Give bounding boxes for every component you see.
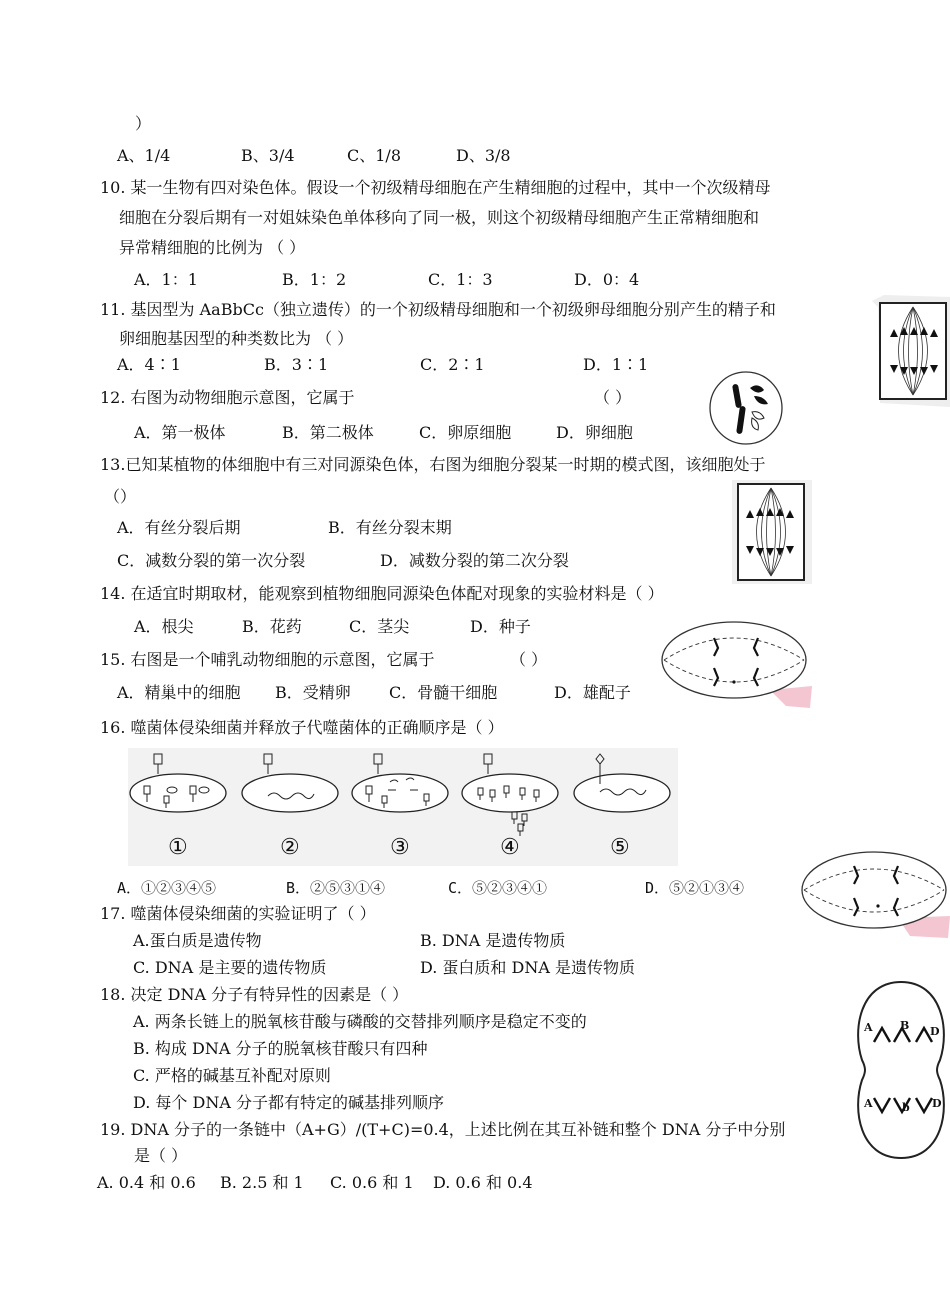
q14-option-d[interactable]: D．种子 [470,617,531,636]
q16-option-d[interactable]: D．⑤②①③④ [645,879,745,897]
gene-label-d-bottom: D [932,1097,942,1110]
q14-option-c[interactable]: C．茎尖 [349,617,410,636]
q10-option-a[interactable]: A．1：1 [134,270,198,289]
q16-option-b[interactable]: B．②⑤③①④ [286,879,386,897]
q13-option-d[interactable]: D．减数分裂的第二次分裂 [380,551,569,570]
q15-stem: 15. 右图是一个哺乳动物细胞的示意图，它属于 [100,650,435,669]
q17-option-b[interactable]: B. DNA 是遗传物质 [420,931,566,950]
gene-label-b-top: B [900,1019,910,1032]
q18-option-a[interactable]: A. 两条长链上的脱氧核苷酸与磷酸的交替排列顺序是稳定不变的 [133,1012,587,1031]
q13-line-2: （） [104,487,137,506]
q18-option-d[interactable]: D. 每个 DNA 分子都有特定的碱基排列顺序 [133,1093,444,1112]
figure-label-2: ② [280,835,300,860]
q10-option-b[interactable]: B．1：2 [282,270,347,289]
animal-cell-figure [708,370,784,446]
q16-option-a[interactable]: A．①②③④⑤ [117,879,217,897]
q11-option-c[interactable]: C．2∶1 [420,355,485,374]
q15-option-c[interactable]: C．骨髓干细胞 [389,683,498,702]
q19-line-1: 19. DNA 分子的一条链中（A+G）/(T+C)=0.4，上述比例在其互补链和整个 DNA 分子中分别 [100,1120,786,1139]
q13-option-b[interactable]: B．有丝分裂末期 [328,518,452,537]
q12-option-c[interactable]: C．卵原细胞 [419,423,512,442]
spindle-cell-figure-q13 [732,480,812,584]
q17-stem: 17. 噬菌体侵染细菌的实验证明了（ ） [100,904,376,923]
figure-label-5: ⑤ [610,835,630,860]
q19-option-a[interactable]: A. 0.4 和 0.6 [97,1173,196,1192]
q14-option-b[interactable]: B．花药 [242,617,302,636]
q15-option-d[interactable]: D．雄配子 [554,683,631,702]
mammal-cell-figure [660,616,812,708]
q17-option-c[interactable]: C. DNA 是主要的遗传物质 [133,958,327,977]
q19-option-d[interactable]: D. 0.6 和 0.4 [433,1173,533,1192]
q12-answer-paren: （ ） [594,388,632,407]
q9-tail: ） [135,114,152,133]
q10-option-c[interactable]: C．1：3 [428,270,493,289]
q10-line-2: 细胞在分裂后期有一对姐妹染色单体移向了同一极，则这个初级精母细胞产生正常精细胞和 [119,208,760,227]
q13-option-c[interactable]: C．减数分裂的第一次分裂 [117,551,306,570]
figure-label-1: ① [168,835,188,860]
q9-option-a[interactable]: A、1/4 [117,146,171,165]
q9-option-b[interactable]: B、3/4 [241,146,295,165]
q17-option-d[interactable]: D. 蛋白质和 DNA 是遗传物质 [420,958,635,977]
q11-option-a[interactable]: A．4∶1 [117,355,181,374]
q19-line-2: 是（ ） [134,1146,188,1165]
q18-option-c[interactable]: C. 严格的碱基互补配对原则 [133,1066,331,1085]
q10-line-3: 异常精细胞的比例为 （ ） [119,238,306,257]
q11-line-1: 11. 基因型为 AaBbCc（独立遗传）的一个初级精母细胞和一个初级卵母细胞分别产生的精子和 [100,300,776,319]
spindle-cell-figure-top [870,295,950,407]
cell-division-figure [798,848,950,938]
q13-option-a[interactable]: A．有丝分裂后期 [117,518,241,537]
figure-label-4: ④ [500,835,520,860]
dividing-cell-genes-figure [852,980,950,1160]
q12-option-b[interactable]: B．第二极体 [282,423,374,442]
phage-infection-figure [128,748,678,866]
gene-label-a-bottom: A [864,1097,873,1110]
q19-option-c[interactable]: C. 0.6 和 1 [330,1173,414,1192]
q15-option-a[interactable]: A．精巢中的细胞 [117,683,241,702]
q18-option-b[interactable]: B. 构成 DNA 分子的脱氧核苷酸只有四种 [133,1039,428,1058]
q13-line-1: 13.已知某植物的体细胞中有三对同源染色体，右图为细胞分裂某一时期的模式图，该细胞处于 [100,455,766,474]
gene-label-b-bottom: b [902,1101,910,1114]
q14-stem: 14. 在适宜时期取材，能观察到植物细胞同源染色体配对现象的实验材料是（ ） [100,584,664,603]
gene-label-d-top: D [930,1025,940,1038]
q11-option-b[interactable]: B．3∶1 [264,355,329,374]
q10-line-1: 10. 某一生物有四对染色体。假设一个初级精母细胞在产生精细胞的过程中，其中一个次级精母 [100,178,771,197]
figure-label-3: ③ [390,835,410,860]
q12-option-a[interactable]: A．第一极体 [134,423,226,442]
q9-option-c[interactable]: C、1/8 [347,146,401,165]
q12-stem: 12. 右图为动物细胞示意图，它属于 [100,388,355,407]
q11-option-d[interactable]: D．1∶1 [583,355,649,374]
gene-label-a-top: A [864,1021,873,1034]
q11-line-2: 卵细胞基因型的种类数比为 （ ） [119,329,354,348]
q9-option-d[interactable]: D、3/8 [456,146,511,165]
q18-stem: 18. 决定 DNA 分子有特异性的因素是（ ） [100,985,409,1004]
q16-option-c[interactable]: C．⑤②③④① [448,879,548,897]
q17-option-a[interactable]: A.蛋白质是遗传物 [133,931,262,950]
q16-stem: 16. 噬菌体侵染细菌并释放子代噬菌体的正确顺序是（ ） [100,718,504,737]
q15-option-b[interactable]: B．受精卵 [275,683,351,702]
q14-option-a[interactable]: A．根尖 [134,617,194,636]
q12-option-d[interactable]: D．卵细胞 [556,423,633,442]
q19-option-b[interactable]: B. 2.5 和 1 [220,1173,304,1192]
q15-answer-paren: （ ） [510,650,548,669]
q10-option-d[interactable]: D．0：4 [574,270,640,289]
